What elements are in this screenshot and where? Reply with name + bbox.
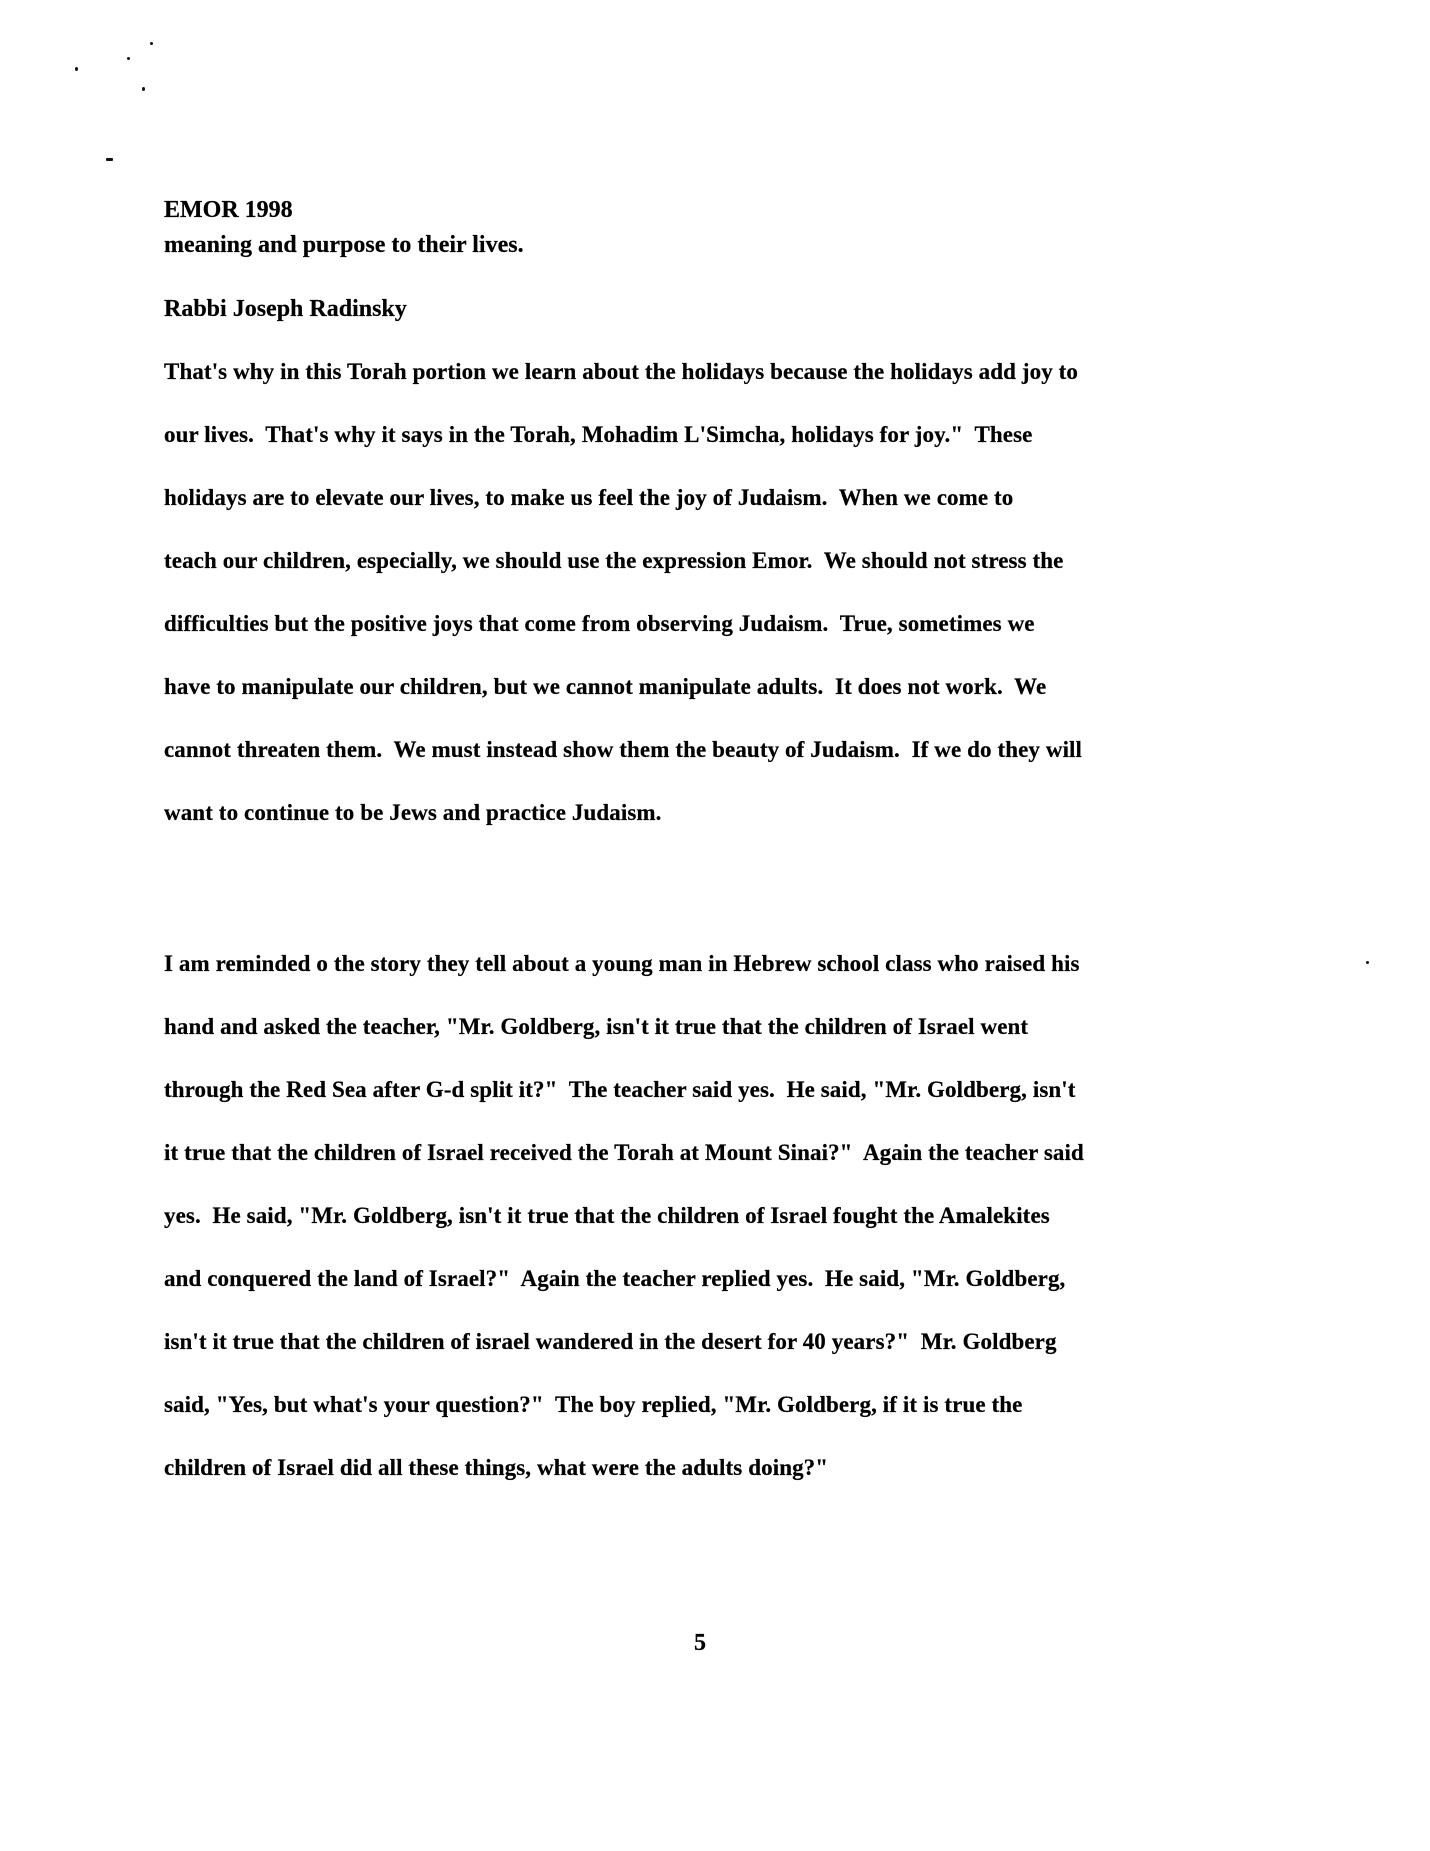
document-title: EMOR 1998 (164, 197, 293, 223)
paragraph-line: holidays are to elevate our lives, to make us feel the joy of Judaism. When we come to (164, 485, 1014, 510)
page-number: 5 (694, 1630, 706, 1656)
paragraph-line: our lives. That's why it says in the Torah, Mohadim L'Simcha, holidays for joy." These (164, 422, 1033, 447)
document-author: Rabbi Joseph Radinsky (164, 296, 407, 322)
paragraph-line: have to manipulate our children, but we cannot manipulate adults. It does not work. We (164, 674, 1047, 699)
scan-speck (106, 158, 113, 161)
paragraph-line: difficulties but the positive joys that come from observing Judaism. True, sometimes we (164, 611, 1035, 636)
scan-speck (142, 87, 145, 91)
paragraph-goldberg-story (164, 932, 1390, 1499)
paragraph-line: I am reminded o the story they tell about a young man in Hebrew school class who raised his (164, 951, 1080, 976)
paragraph-line: through the Red Sea after G-d split it?" The teacher said yes. He said, "Mr. Goldberg, isn't (164, 1077, 1076, 1102)
paragraph-holidays (164, 340, 1390, 844)
scan-speck (75, 67, 78, 71)
paragraph-line: cannot threaten them. We must instead show them the beauty of Judaism. If we do they will (164, 737, 1083, 762)
carryover-sentence: meaning and purpose to their lives. (164, 232, 524, 258)
scan-speck (127, 57, 130, 60)
paragraph-line: That's why in this Torah portion we learn about the holidays because the holidays add joy to (164, 359, 1079, 384)
paragraph-line: children of Israel did all these things, what were the adults doing?" (164, 1455, 829, 1480)
paragraph-line: hand and asked the teacher, "Mr. Goldberg, isn't it true that the children of Israel went (164, 1014, 1029, 1039)
paragraph-line: isn't it true that the children of israel wandered in the desert for 40 years?" Mr. Goldberg (164, 1329, 1057, 1354)
scan-speck (150, 42, 153, 45)
paragraph-line: teach our children, especially, we should use the expression Emor. We should not stress the (164, 548, 1064, 573)
paragraph-line: it true that the children of Israel received the Torah at Mount Sinai?" Again the teacher said (164, 1140, 1084, 1165)
paragraph-line: want to continue to be Jews and practice Judaism. (164, 800, 662, 825)
paragraph-line: yes. He said, "Mr. Goldberg, isn't it true that the children of Israel fought the Amalekites (164, 1203, 1050, 1228)
paragraph-line: said, "Yes, but what's your question?" The boy replied, "Mr. Goldberg, if it is true the (164, 1392, 1023, 1417)
paragraph-line: and conquered the land of Israel?" Again the teacher replied yes. He said, "Mr. Goldberg, (164, 1266, 1066, 1291)
